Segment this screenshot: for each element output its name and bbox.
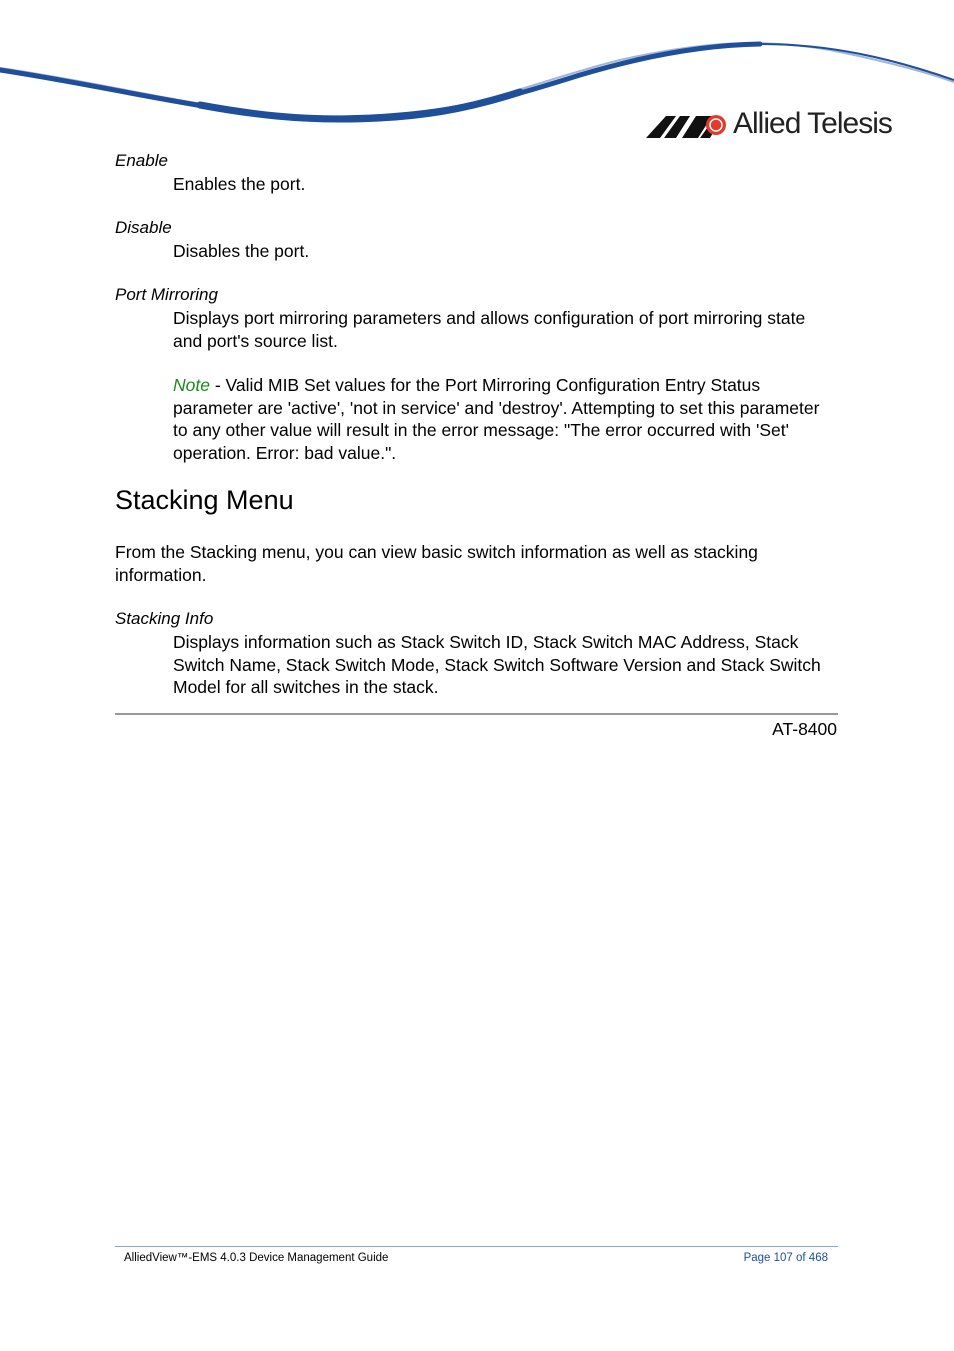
term-disable: Disable	[115, 218, 172, 237]
footer-page-number: Page 107 of 468	[743, 1252, 828, 1264]
footer-guide-title: AlliedView™-EMS 4.0.3 Device Management Guide	[124, 1252, 389, 1264]
section-intro: From the Stacking menu, you can view basic switch information as well as stacking information.	[115, 542, 758, 585]
divider-rule	[115, 713, 838, 715]
note-paragraph	[173, 374, 838, 464]
model-label: AT-8400	[772, 719, 837, 739]
section-title: Stacking Menu	[115, 485, 294, 515]
note-text: - Valid MIB Set values for the Port Mirroring Configuration Entry Status parameter are 'active', 'not in service' and 'destroy'. Attempting to set this parameter to any other value will result in the error message: "The error occurred with 'Set' operation. Error: bad value.".	[173, 375, 820, 463]
footer-rule	[115, 1246, 838, 1247]
description-enable: Enables the port.	[173, 174, 306, 194]
description-port-mirroring: Displays port mirroring parameters and allows configuration of port mirroring state and port's source list.	[173, 308, 806, 351]
description-disable: Disables the port.	[173, 241, 310, 261]
note-label: Note	[173, 375, 210, 395]
term-stacking-info: Stacking Info	[115, 609, 214, 628]
description-stacking-info: Displays information such as Stack Switch ID, Stack Switch MAC Address, Stack Switch Name, Stack Switch Mode, Stack Switch Software Version and Stack Switch Model for all switches in the stack.	[173, 632, 821, 697]
term-enable: Enable	[115, 151, 168, 170]
logo-wordmark: Allied Telesis	[733, 107, 892, 140]
term-port-mirroring: Port Mirroring	[115, 285, 218, 304]
